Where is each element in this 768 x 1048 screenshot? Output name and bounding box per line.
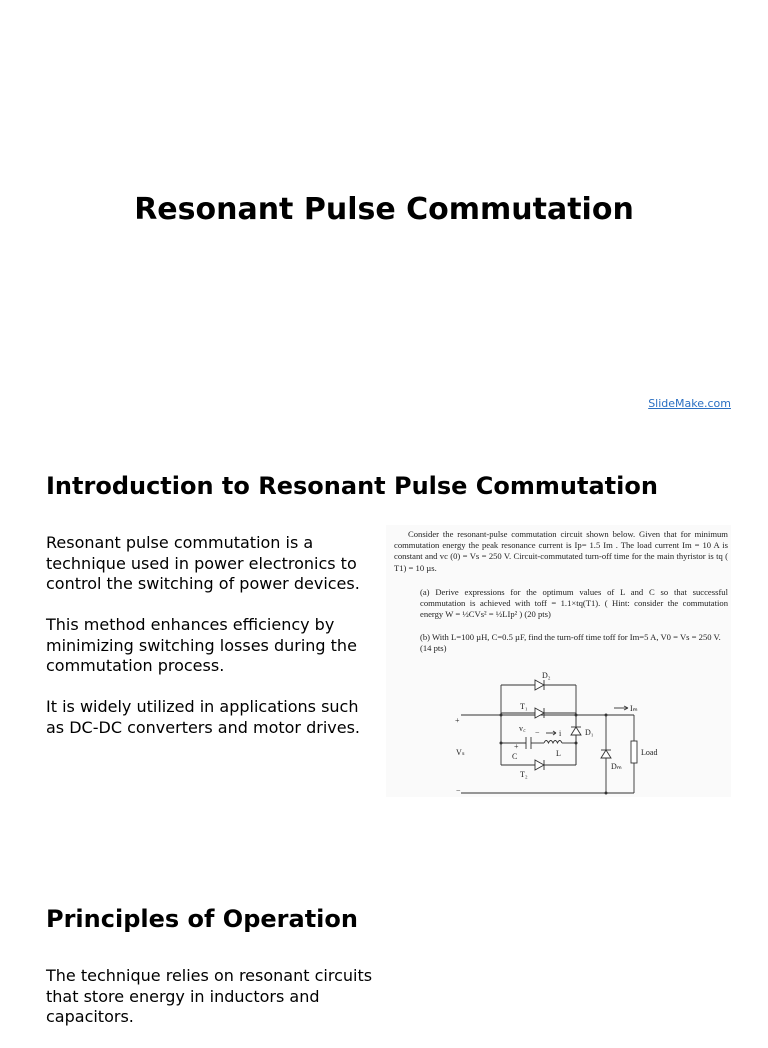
figure-problem-statement: Consider the resonant-pulse commutation circuit shown below. Given that for minimum commutation energy the peak resonance current is Ip= 1.5 Im . The load current Im = 10 A is constant and vc (0) = Vs = 250 V. Circuit-commutated turn-off time for the main thyristor is tq ( T1) = 10 µs.	[394, 529, 728, 573]
principles-heading: Principles of Operation	[46, 905, 358, 933]
label-l: L	[556, 749, 561, 758]
intro-text	[46, 533, 380, 759]
figure-part-b: (b) With L=100 µH, C=0.5 µF, find the turn-off time toff for Im=5 A, V0 = Vs = 250 V. (14 pts)	[420, 632, 721, 654]
intro-paragraph-3: It is widely utilized in applications such as DC-DC converters and motor drives.	[46, 697, 361, 737]
label-t1: T₁	[520, 702, 528, 711]
principles-text	[46, 966, 380, 1048]
circuit-problem-figure	[386, 525, 731, 797]
label-i: i	[559, 729, 562, 738]
label-d1: D₁	[585, 728, 594, 737]
slide-title: Resonant Pulse Commutation	[134, 192, 634, 227]
label-vc: v꜀	[519, 724, 526, 733]
label-dm: Dₘ	[611, 762, 622, 771]
intro-paragraph-2: This method enhances efficiency by minimizing switching losses during the commutation process.	[46, 615, 357, 675]
label-d2: D₂	[542, 671, 551, 680]
principles-paragraph-1: The technique relies on resonant circuits that store energy in inductors and capacitors.	[46, 966, 373, 1026]
figure-part-a: (a) Derive expressions for the optimum values of L and C so that successful commutation is achieved with toff = 1.1×tq(T1). ( Hint: consider the commutation energy W = ½CVs² = ½LIp² ) (20 pts)	[420, 587, 728, 620]
slidemake-link[interactable]: SlideMake.com	[648, 397, 731, 410]
label-c: C	[512, 752, 518, 761]
intro-heading: Introduction to Resonant Pulse Commutation	[46, 472, 658, 500]
label-load: Load	[641, 748, 658, 757]
label-source-plus: +	[455, 716, 460, 725]
resonant-commutation-circuit-diagram	[386, 665, 731, 797]
label-cap-plus: +	[514, 742, 519, 751]
intro-paragraph-1: Resonant pulse commutation is a technique used in power electronics to control the switching of power devices.	[46, 533, 360, 593]
label-im: Iₘ	[630, 704, 638, 713]
label-source-minus: −	[456, 786, 461, 795]
label-cap-minus: −	[535, 728, 540, 737]
label-vs: Vₛ	[456, 748, 465, 757]
label-t2: T₂	[520, 770, 528, 779]
